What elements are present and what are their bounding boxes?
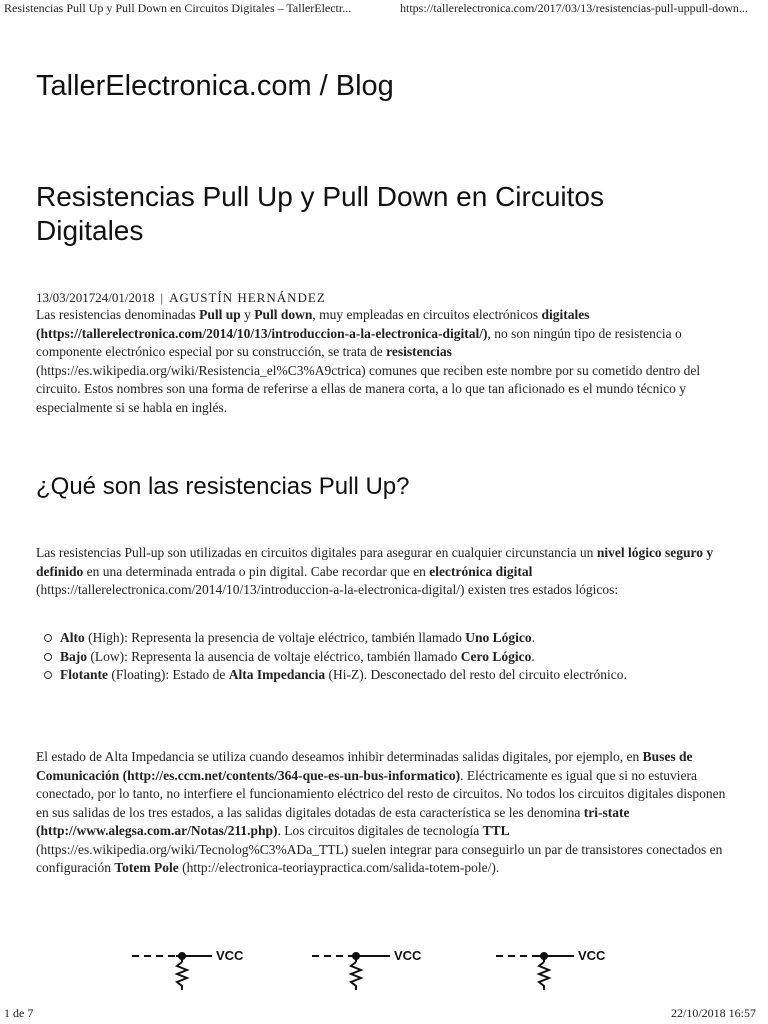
post-author-link[interactable]: AGUSTÍN HERNÁNDEZ bbox=[169, 290, 326, 305]
print-header-url: https://tallerelectronica.com/2017/03/13/resistencias-pull-uppull-down... bbox=[400, 1, 748, 15]
totem-pole-link[interactable]: Totem Pole bbox=[114, 860, 179, 875]
state-term: Uno Lógico bbox=[465, 630, 532, 645]
hiz-text: . Eléctricamente es igual que si no estuviera conectado, por lo tanto, no interfiere el funcionamiento eléctrico del resto de circuitos. No todos los circuitos digitales disponen en sus salidas de los tres estados, a las salidas digitales dotadas de esta característica se les denomina bbox=[36, 767, 726, 820]
electronica-digital-link[interactable]: electrónica digital bbox=[429, 563, 533, 579]
section-heading-pull-up: ¿Qué son las resistencias Pull Up? bbox=[36, 473, 410, 500]
tri-state-link[interactable]: tri-state (http://www.alegsa.com.ar/Notas/211.php) bbox=[36, 804, 630, 838]
page-number: 1 de 7 bbox=[4, 1006, 34, 1020]
digitales-link[interactable]: digitales (https://tallerelectronica.com/2014/10/13/introduccion-a-la-electronica-digital/) bbox=[36, 307, 590, 341]
pullup-text: Las resistencias Pull-up son utilizadas en circuitos digitales para asegurar en cualquier circunstancia un bbox=[36, 545, 597, 560]
state-name: Flotante bbox=[60, 667, 108, 682]
state-text: . bbox=[531, 648, 535, 664]
intro-text: , no son ningún tipo de resistencia o componente electrónico especial por su construcción, se trata de bbox=[36, 325, 682, 359]
circuit-diagram-1 bbox=[130, 940, 260, 990]
logic-states-list bbox=[44, 629, 734, 685]
intro-paragraph bbox=[36, 306, 736, 417]
vcc-label: VCC bbox=[394, 948, 422, 963]
circle-bullet-icon bbox=[44, 634, 52, 642]
vcc-label: VCC bbox=[216, 948, 244, 963]
post-meta bbox=[36, 290, 326, 306]
intro-text: (https://es.wikipedia.org/wiki/Resistencia_el%C3%A9ctrica) comunes que reciben este nombre por su cometido dentro del circuito. Estos nombres son una forma de referirse a ellas de manera corta, a lo que tan aficionado es el mundo técnico y especialmente si se habla en inglés. bbox=[36, 362, 701, 415]
circle-bullet-icon bbox=[44, 671, 52, 679]
intro-text: Las resistencias denominadas bbox=[36, 307, 200, 322]
hiz-text: El estado de Alta Impedancia se utiliza cuando deseamos inhibir determinadas salidas digitales, por ejemplo, en bbox=[36, 749, 643, 764]
hiz-paragraph bbox=[36, 748, 736, 878]
resistencias-link[interactable]: resistencias bbox=[386, 344, 452, 359]
pullup-paragraph bbox=[36, 544, 736, 600]
intro-bold-pull-up: Pull up bbox=[199, 307, 241, 322]
vcc-label: VCC bbox=[578, 948, 606, 963]
state-name: Bajo bbox=[60, 648, 87, 664]
list-item bbox=[44, 629, 734, 648]
print-header bbox=[0, 0, 768, 20]
state-text: (Low): Representa la ausencia de voltaje eléctrico, también llamado bbox=[87, 648, 461, 664]
hiz-text: (http://electronica-teoriaypractica.com/salida-totem-pole/). bbox=[178, 860, 500, 875]
pullup-text: (https://tallerelectronica.com/2014/10/13/introduccion-a-la-electronica-digital/) existen tres estados lógicos: bbox=[36, 582, 619, 597]
state-text: (High): Representa la presencia de voltaje eléctrico, también llamado bbox=[84, 630, 466, 645]
intro-text: , muy empleadas en circuitos electrónicos bbox=[312, 307, 542, 322]
post-dates[interactable]: 13/03/201724/01/2018 bbox=[36, 290, 155, 305]
circuit-diagram-3 bbox=[494, 940, 624, 990]
state-text: (Floating): Estado de bbox=[108, 667, 229, 682]
pullup-bold-nivel: nivel lógico seguro y definido bbox=[36, 545, 714, 579]
pullup-text: en una determinada entrada o pin digital. Cabe recordar que en bbox=[83, 563, 430, 579]
state-term: Alta Impedancia bbox=[228, 667, 326, 682]
list-item bbox=[44, 648, 734, 667]
state-term: Cero Lógico bbox=[460, 648, 532, 664]
post-title: Resistencias Pull Up y Pull Down en Circuitos Digitales bbox=[36, 181, 604, 246]
circuit-diagram-2 bbox=[310, 940, 440, 990]
print-header-title: Resistencias Pull Up y Pull Down en Circuitos Digitales – TallerElectr... bbox=[4, 1, 352, 15]
intro-bold-pull-down: Pull down bbox=[254, 307, 313, 322]
hiz-text: . Los circuitos digitales de tecnología bbox=[277, 823, 483, 838]
site-title-link[interactable]: TallerElectronica.com / Blog bbox=[36, 70, 394, 102]
state-name: Alto bbox=[60, 630, 85, 645]
meta-separator: | bbox=[160, 290, 164, 305]
intro-text: y bbox=[240, 307, 255, 322]
list-item bbox=[44, 666, 734, 685]
ttl-link[interactable]: TTL bbox=[482, 823, 510, 838]
state-text: (Hi-Z). Desconectado del resto del circuito electrónico. bbox=[325, 667, 627, 682]
buses-link[interactable]: Buses de Comunicación (http://es.ccm.net/contents/364-que-es-un-bus-informatico) bbox=[36, 749, 693, 783]
state-text: . bbox=[531, 630, 535, 645]
circle-bullet-icon bbox=[44, 653, 52, 661]
hiz-text: (https://es.wikipedia.org/wiki/Tecnolog%C3%ADa_TTL) suelen integrar para conseguirlo un par de transistores conectados en configuración bbox=[36, 841, 723, 875]
print-footer bbox=[0, 1004, 768, 1024]
print-datetime: 22/10/2018 16:57 bbox=[670, 1006, 756, 1020]
